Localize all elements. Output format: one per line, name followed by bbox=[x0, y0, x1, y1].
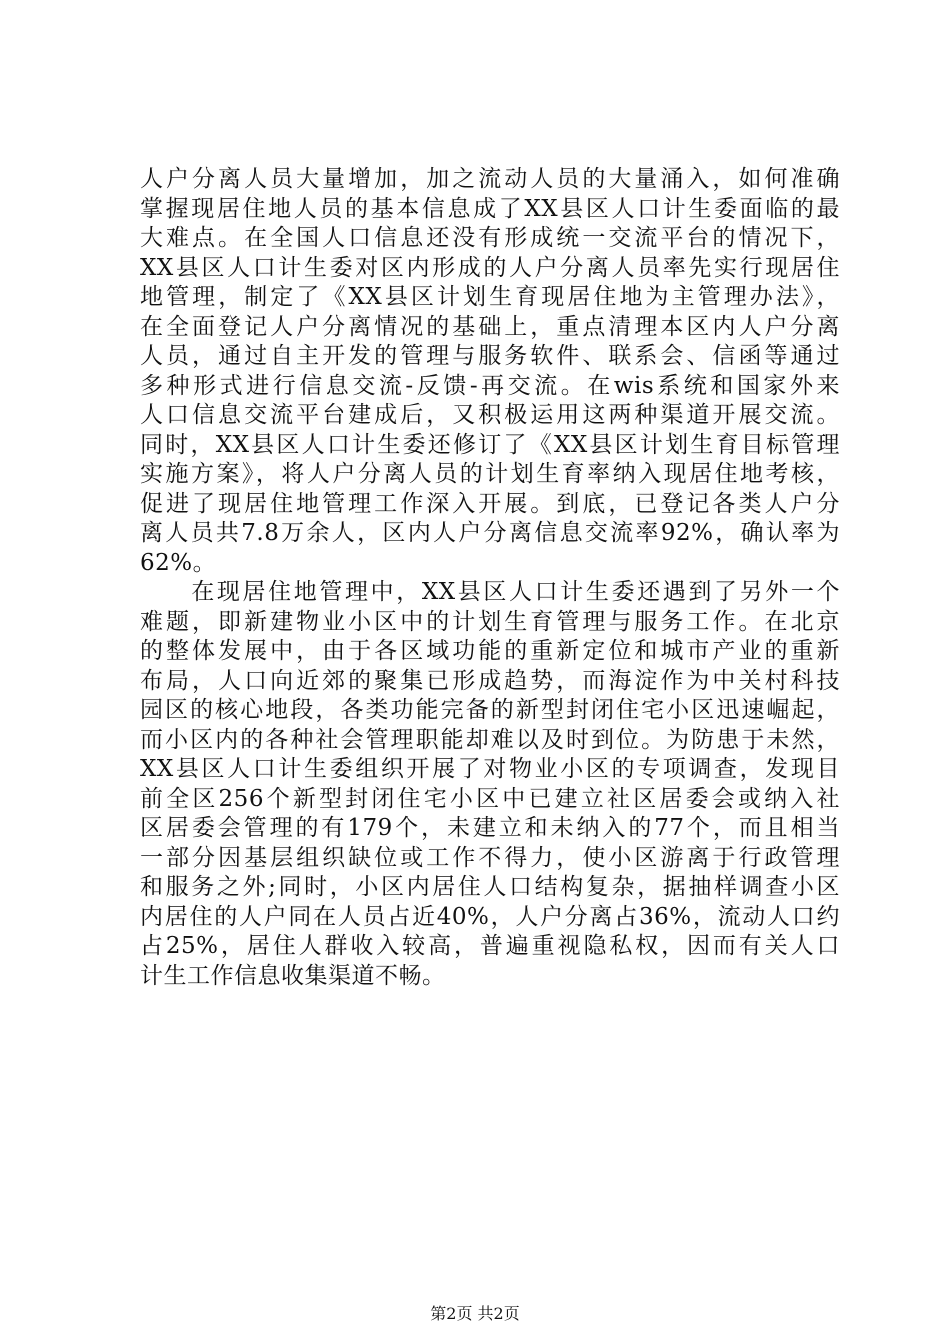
paragraph bbox=[140, 578, 840, 991]
text-line: 的整体发展中，由于各区域功能的重新定位和城市产业的重新 bbox=[140, 638, 840, 664]
text-line: 而小区内的各种社会管理职能却难以及时到位。为防患于未然， bbox=[140, 726, 840, 753]
text-line: 内居住的人户同在人员占近40%，人户分离占36%，流动人口约 bbox=[140, 903, 840, 930]
text-line: 人员，通过自主开发的管理与服务软件、联系会、信函等通过 bbox=[140, 343, 840, 369]
text-line: 离人员共7.8万余人，区内人户分离信息交流率92%，确认率为 bbox=[140, 520, 840, 546]
text-line: 多种形式进行信息交流-反馈-再交流。在wis系统和国家外来 bbox=[140, 372, 840, 399]
text-line: 和服务之外;同时，小区内居住人口结构复杂，据抽样调查小区 bbox=[140, 874, 840, 900]
text-line: 促进了现居住地管理工作深入开展。到底，已登记各类人户分 bbox=[140, 490, 840, 517]
paragraph bbox=[140, 165, 840, 578]
text-line: 大难点。在全国人口信息还没有形成统一交流平台的情况下， bbox=[140, 225, 840, 251]
document-body bbox=[140, 165, 840, 991]
text-line: 一部分因基层组织缺位或工作不得力，使小区游离于行政管理 bbox=[140, 844, 840, 871]
text-line: 人口信息交流平台建成后，又积极运用这两种渠道开展交流。 bbox=[140, 402, 840, 428]
text-line: 在现居住地管理中，XX县区人口计生委还遇到了另外一个 bbox=[140, 579, 840, 605]
text-line: 前全区256个新型封闭住宅小区中已建立社区居委会或纳入社 bbox=[140, 785, 840, 812]
text-line: 占25%，居住人群收入较高，普遍重视隐私权，因而有关人口 bbox=[140, 933, 840, 959]
text-line: 区居委会管理的有179个，未建立和未纳入的77个，而且相当 bbox=[140, 815, 840, 841]
text-line: XX县区人口计生委组织开展了对物业小区的专项调查，发现目 bbox=[140, 756, 840, 782]
text-line: 园区的核心地段，各类功能完备的新型封闭住宅小区迅速崛起， bbox=[140, 697, 840, 723]
text-line: 地管理，制定了《XX县区计划生育现居住地为主管理办法》， bbox=[140, 284, 840, 310]
text-line: 在全面登记人户分离情况的基础上，重点清理本区内人户分离 bbox=[140, 313, 840, 340]
text-line: 同时，XX县区人口计生委还修订了《XX县区计划生育目标管理 bbox=[140, 431, 840, 458]
text-line: 62%。 bbox=[140, 549, 217, 576]
text-line: 计生工作信息收集渠道不畅。 bbox=[140, 962, 446, 989]
text-line: 人户分离人员大量增加，加之流动人员的大量涌入，如何准确 bbox=[140, 166, 840, 192]
page-number-label: 第2页 共2页 bbox=[430, 1304, 520, 1323]
text-line: XX县区人口计生委对区内形成的人户分离人员率先实行现居住 bbox=[140, 254, 840, 281]
text-line: 布局，人口向近郊的聚集已形成趋势，而海淀作为中关村科技 bbox=[140, 667, 840, 694]
text-line: 实施方案》，将人户分离人员的计划生育率纳入现居住地考核， bbox=[140, 461, 840, 487]
text-line: 难题，即新建物业小区中的计划生育管理与服务工作。在北京 bbox=[140, 608, 840, 635]
page-footer bbox=[0, 1301, 950, 1324]
text-line: 掌握现居住地人员的基本信息成了XX县区人口计生委面临的最 bbox=[140, 195, 840, 222]
